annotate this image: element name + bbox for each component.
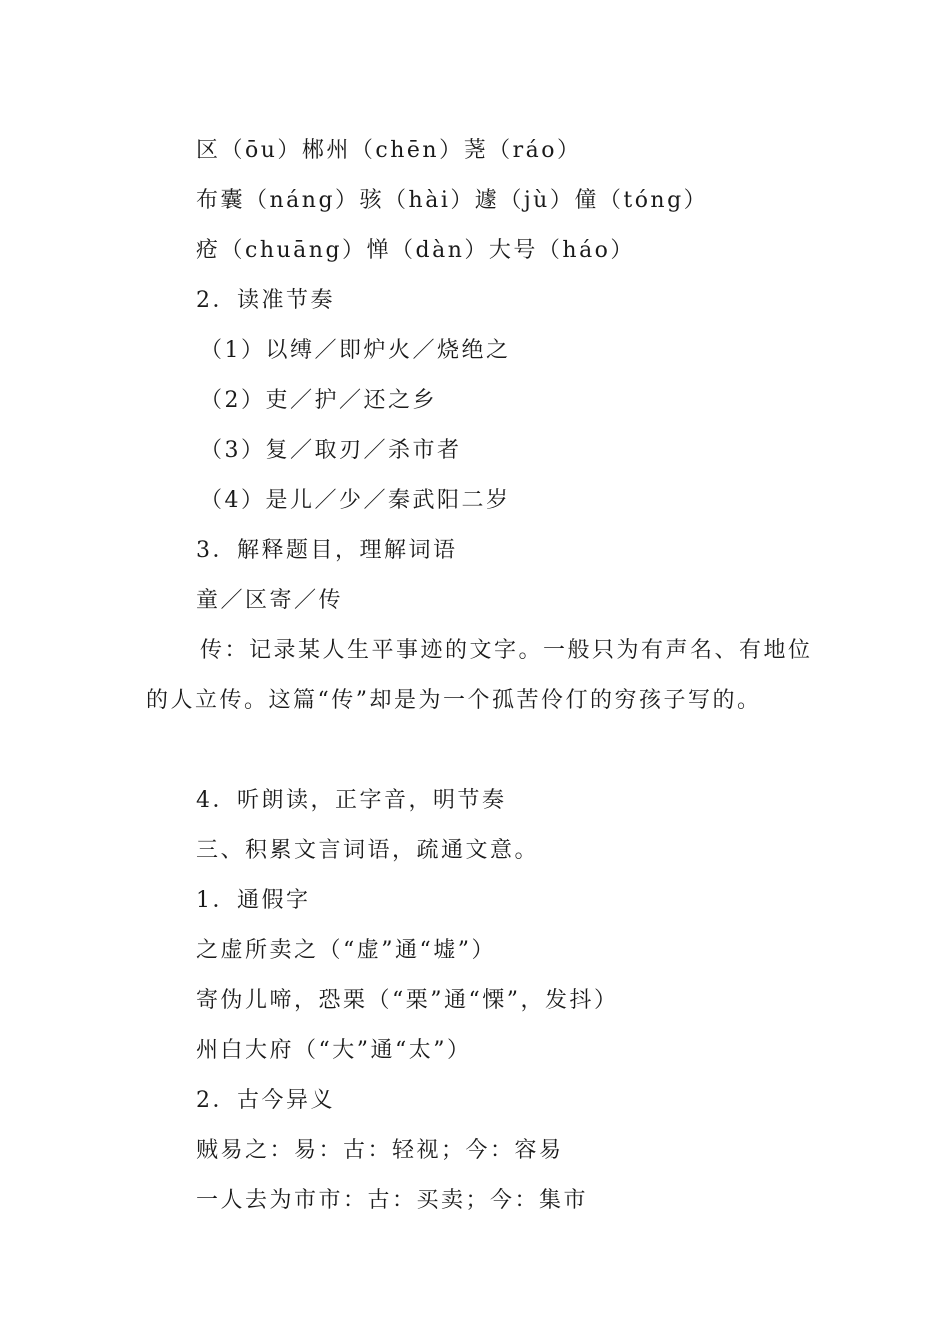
subheading-gujin: 2．古今异义 — [196, 1088, 335, 1113]
paragraph-zhuan-text: 传：记录某人生平事迹的文字。一般只为有声名、有地位的人立传。这篇“传”却是为一个孤苦伶仃的穷孩子写的。 — [146, 638, 813, 713]
rhythm-item-1: （1）以缚／即炉火／烧绝之 — [200, 338, 511, 363]
tongjia-item-3: 州白大府（“大”通“太”） — [196, 1038, 472, 1063]
section-heading-listen: 4．听朗读，正字音，明节奏 — [196, 788, 507, 813]
subheading-tongjia: 1．通假字 — [196, 888, 311, 913]
section-heading-title: 3．解释题目，理解词语 — [196, 538, 458, 563]
title-division: 童／区寄／传 — [196, 588, 344, 613]
pinyin-line-1: 区（ōu）郴州（chēn）荛（ráo） — [196, 138, 582, 163]
rhythm-item-2: （2）吏／护／还之乡 — [200, 388, 437, 413]
tongjia-item-1: 之虚所卖之（“虚”通“墟”） — [196, 938, 496, 963]
gujin-item-1: 贼易之：易：古：轻视；今：容易 — [196, 1138, 564, 1163]
pinyin-line-3: 疮（chuāng）惮（dàn）大号（háo） — [196, 238, 635, 263]
paragraph-zhuan — [146, 626, 816, 726]
gujin-item-2: 一人去为市市：古：买卖；今：集市 — [196, 1188, 589, 1213]
tongjia-item-2: 寄伪儿啼，恐栗（“栗”通“慄”，发抖） — [196, 988, 619, 1013]
rhythm-item-4: （4）是儿／少／秦武阳二岁 — [200, 488, 511, 513]
rhythm-item-3: （3）复／取刃／杀市者 — [200, 438, 462, 463]
section-heading-three: 三、积累文言词语，疏通文意。 — [196, 838, 540, 863]
section-heading-rhythm: 2．读准节奏 — [196, 288, 335, 313]
pinyin-line-2: 布囊（náng）骇（hài）遽（jù）僮（tóng） — [196, 188, 709, 213]
